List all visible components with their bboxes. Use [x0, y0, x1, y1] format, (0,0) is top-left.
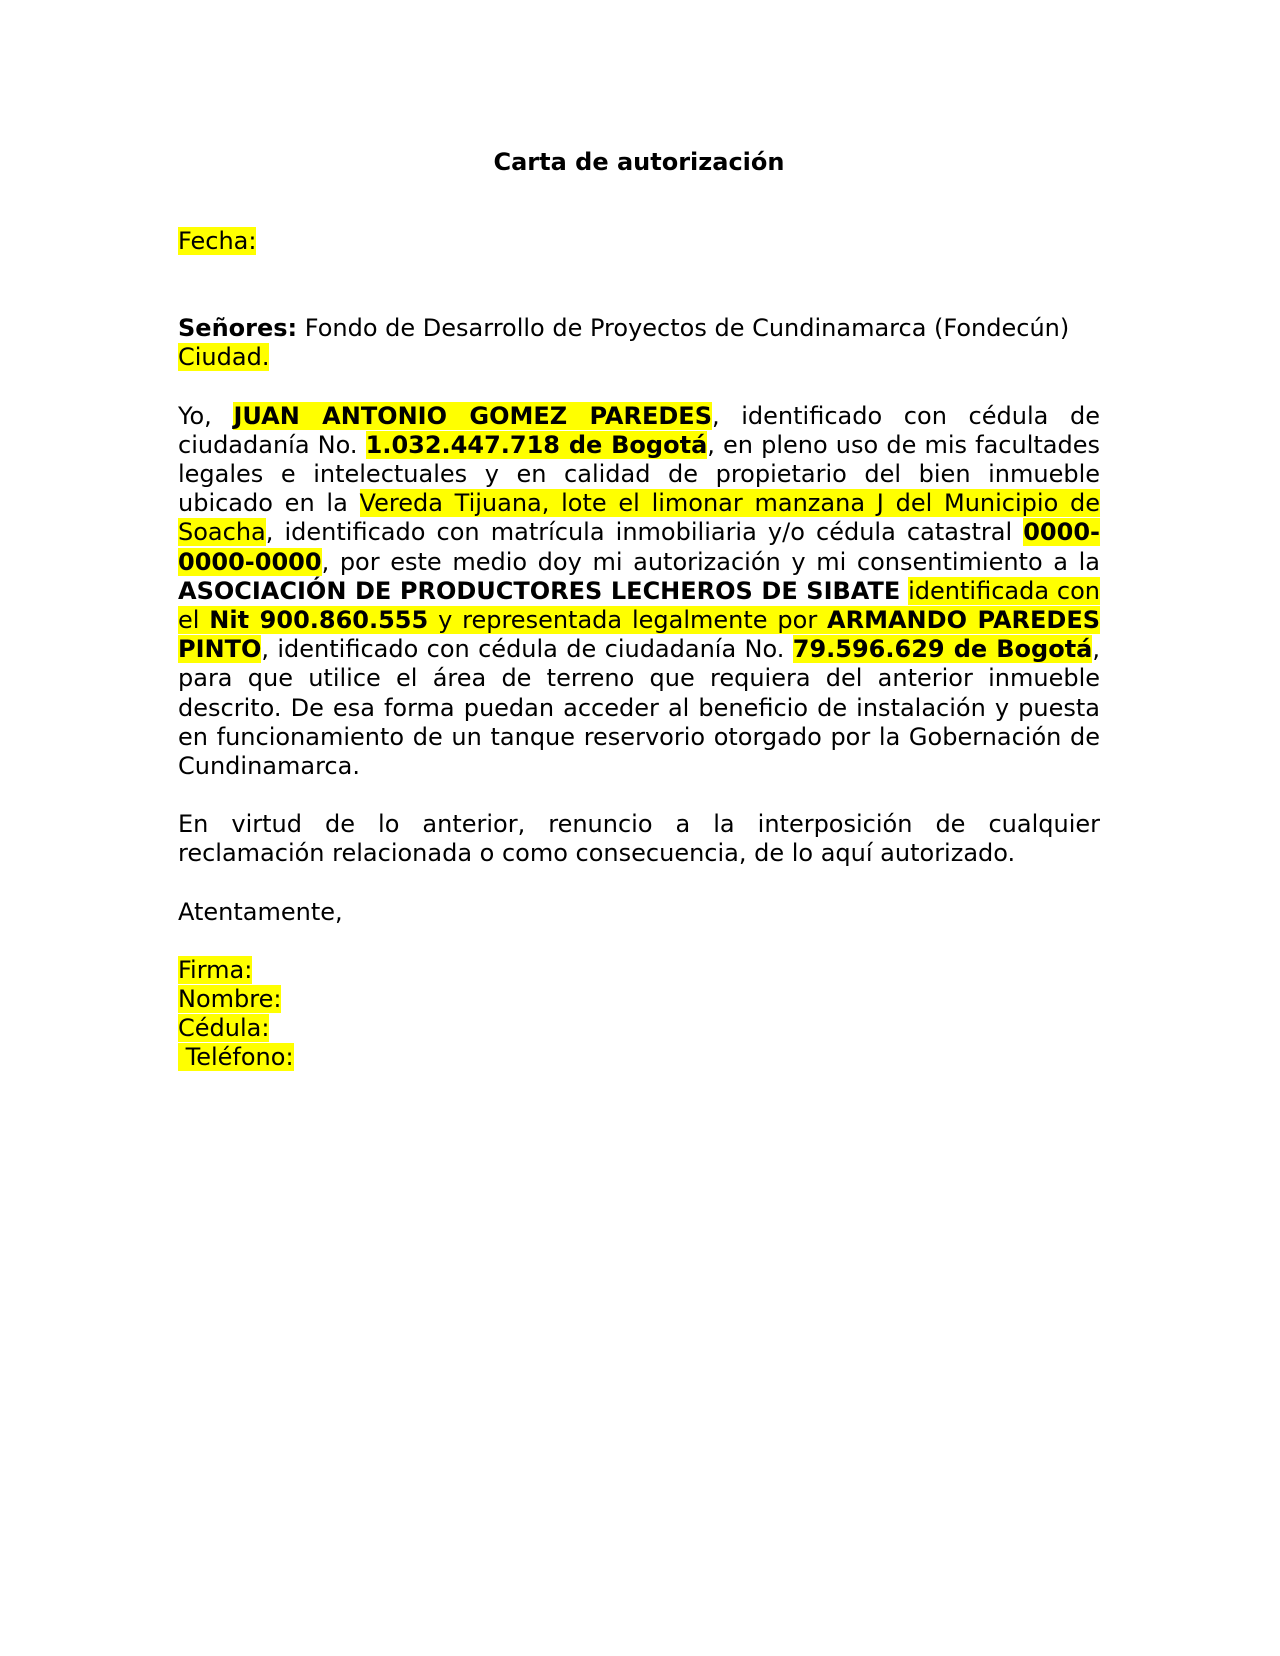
letter-content: [178, 145, 1100, 1073]
person-name: JUAN ANTONIO GOMEZ PAREDES: [233, 401, 712, 430]
name-line: [178, 985, 1100, 1014]
recipient-line: [178, 314, 1100, 343]
body-text: , para que utilice el área de terreno que requiera del anterior inmueble descrito. De esa forma puedan acceder al beneficio de instalación y puesta en funcionamiento de un tanque reservorio otorgado por la Gobernación de Cundinamarca.: [178, 635, 1100, 781]
body-text: , identificado con matrícula inmobiliaria y/o cédula catastral: [265, 518, 1024, 547]
body-text: , identificado con cédula de ciudadanía No.: [178, 401, 1100, 459]
property-location: Vereda Tijuana, lote el limonar manzana J del Municipio de Soacha: [178, 489, 1101, 547]
recipient-label: Señores:: [178, 314, 298, 343]
signature-line: [178, 956, 1100, 985]
signature-block: [178, 956, 1100, 1073]
city-line: [178, 343, 1100, 372]
phone-line: [178, 1043, 1100, 1072]
body-text: , en pleno uso de mis facultades legales e intelectuales y en calidad de propietario del bien inmueble ubicado en la: [178, 430, 1100, 518]
signature-label: Firma:: [178, 955, 253, 984]
recipient-city: Ciudad.: [178, 343, 270, 372]
body-text: Yo,: [178, 401, 234, 430]
authorization-paragraph: [178, 402, 1100, 782]
body-text: [900, 577, 908, 605]
letter-title: Carta de autorización: [493, 148, 785, 176]
date-label: Fecha:: [178, 227, 257, 255]
representative-id: 79.596.629 de Bogotá: [792, 635, 1093, 664]
association-identified: identificada con el: [178, 576, 1100, 635]
name-label: Nombre:: [178, 985, 282, 1014]
recipient-block: [178, 314, 1100, 372]
person-id: 1.032.447.718 de Bogotá: [365, 430, 708, 459]
representative-name: ARMANDO PAREDES PINTO: [178, 606, 1100, 664]
phone-label: Teléfono:: [178, 1043, 294, 1072]
body-text: , identificado con cédula de ciudadanía No.: [261, 635, 793, 664]
id-line: [178, 1014, 1100, 1043]
body-text: , por este medio doy mi autorización y mi consentimiento a la: [321, 547, 1100, 576]
cadastral-id: 0000-0000-0000: [178, 518, 1100, 576]
association-nit: Nit 900.860.555: [209, 606, 429, 635]
recipient-name: Fondo de Desarrollo de Proyectos de Cundinamarca (Fondecún): [297, 314, 1070, 343]
represented-by: y representada legalmente por: [428, 606, 828, 635]
closing-line: Atentamente,: [178, 897, 343, 926]
waiver-paragraph: En virtud de lo anterior, renuncio a la interposición de cualquier reclamación relacionada o como consecuencia, de lo aquí autorizado.: [178, 810, 1100, 868]
association-name: ASOCIACIÓN DE PRODUCTORES LECHEROS DE SIBATE: [178, 576, 901, 605]
date-line: [178, 227, 1100, 256]
id-label: Cédula:: [178, 1014, 270, 1043]
